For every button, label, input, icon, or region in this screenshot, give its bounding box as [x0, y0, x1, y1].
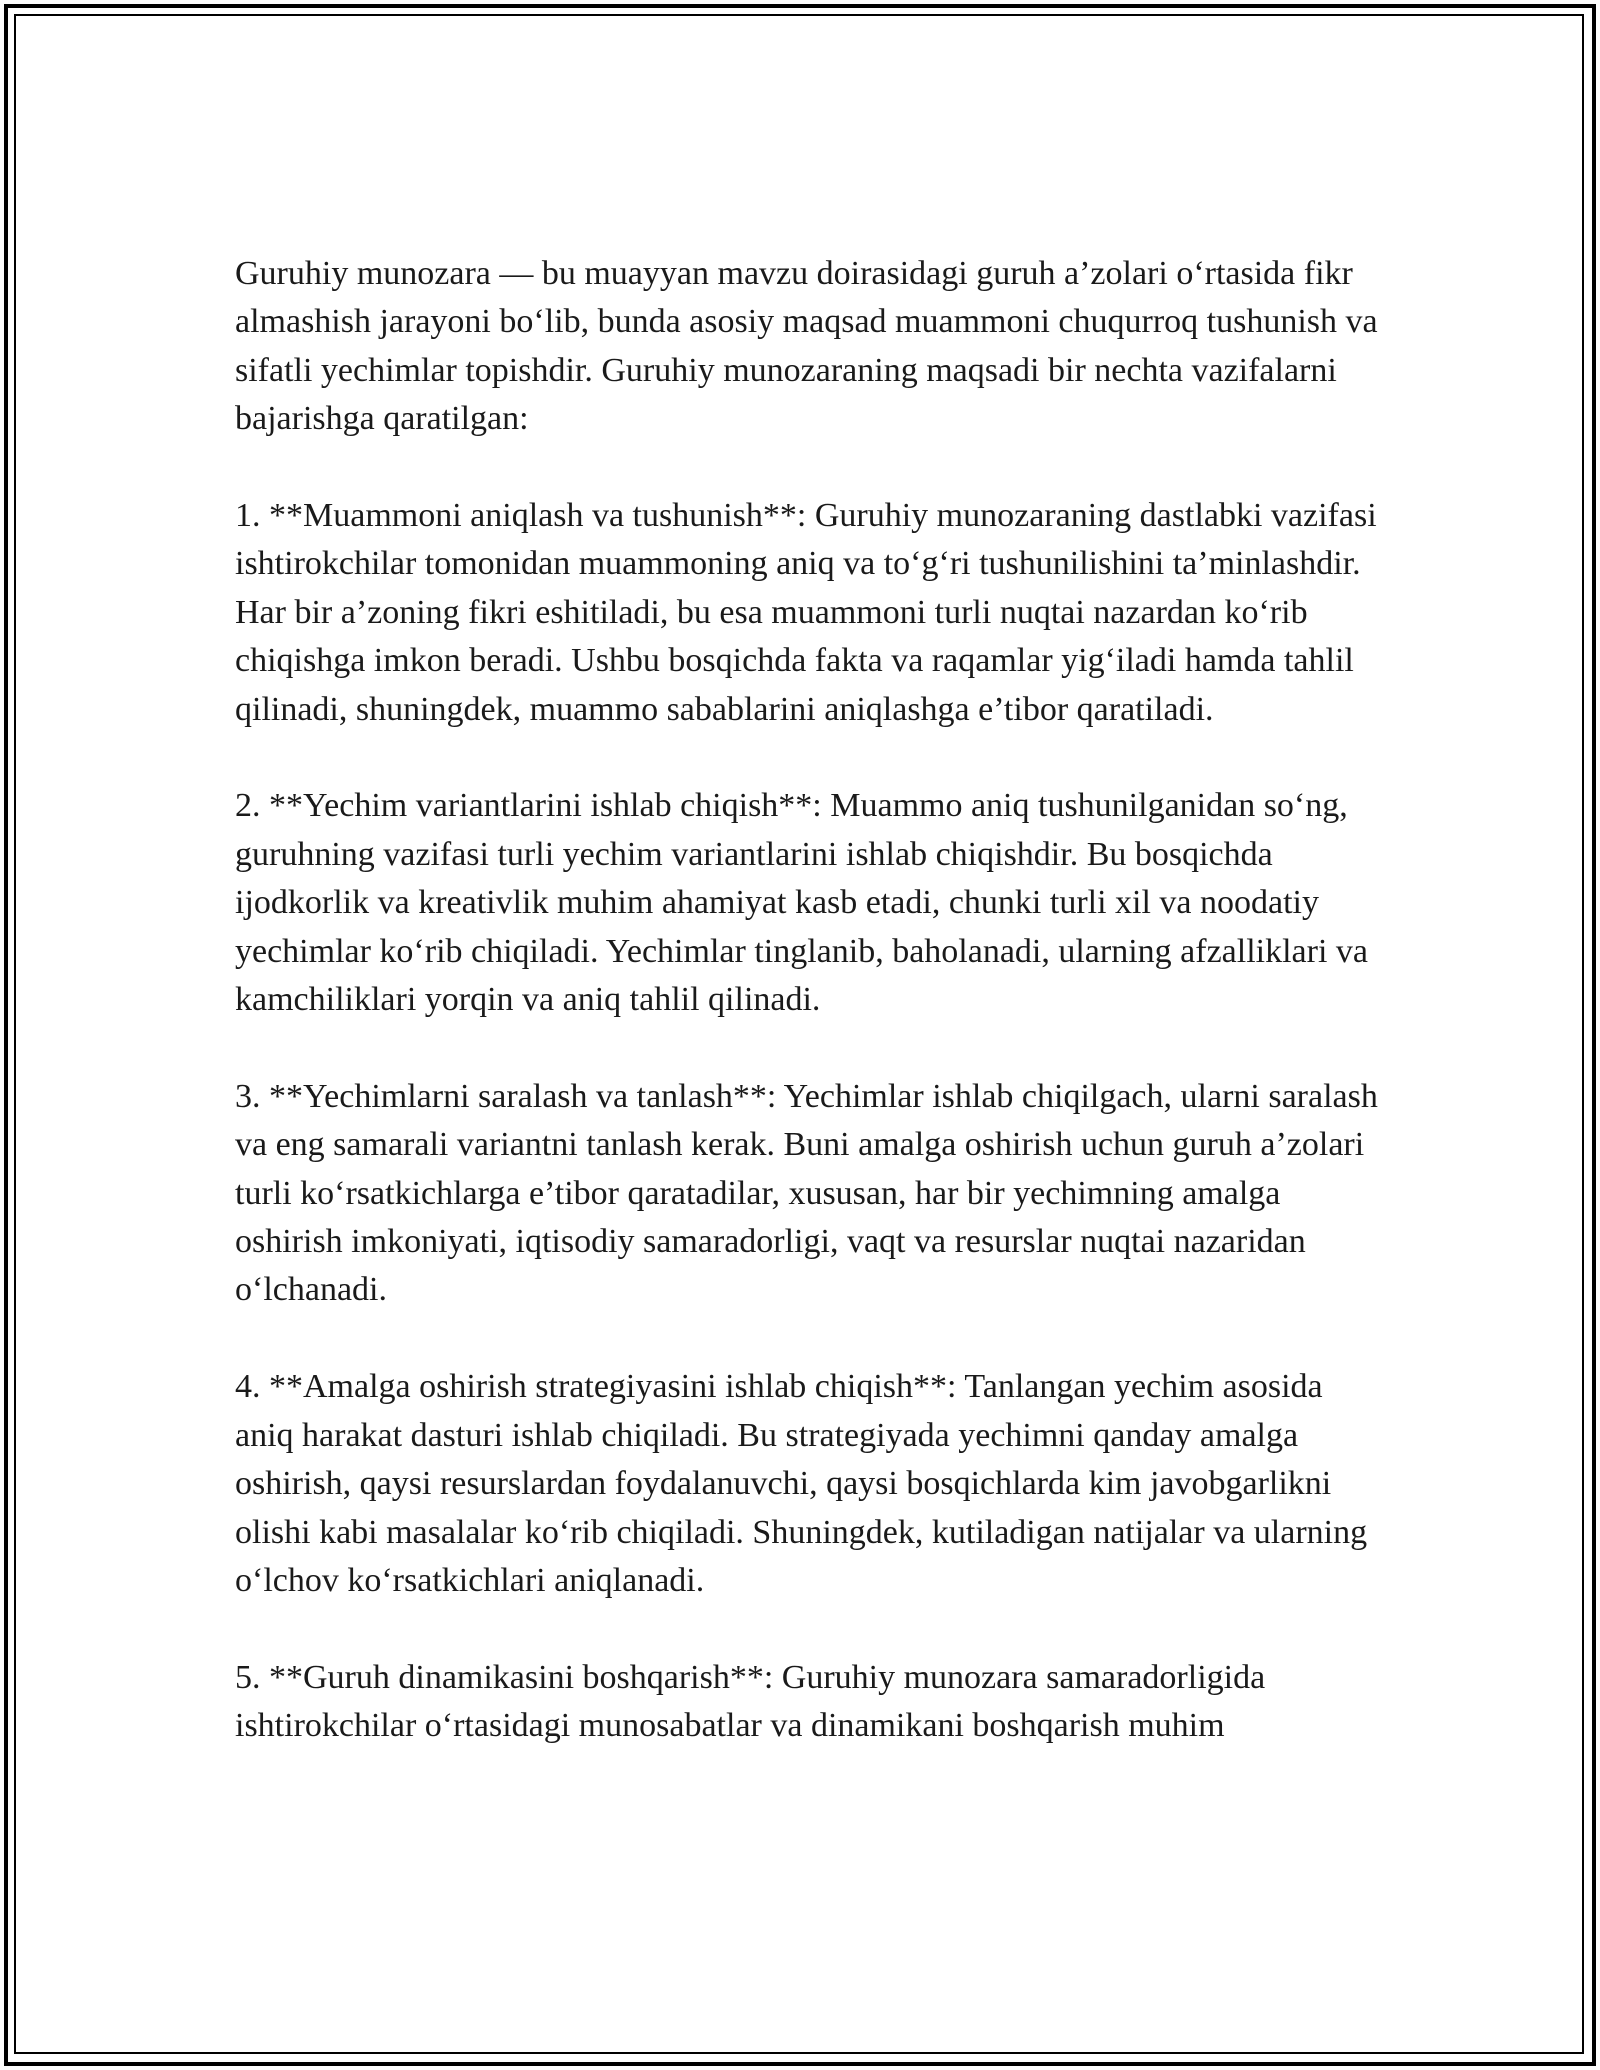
paragraph-item-1: 1. **Muammoni aniqlash va tushunish**: Guruhiy munozaraning dastlabki vazifasi ishtirokchilar tomonidan muammoning aniq va to‘g‘ri tushunilishini ta’minlashdir. Har bir a’zoning fikri eshitiladi, bu esa muammoni turli nuqtai nazardan ko‘rib chiqishga imkon beradi. Ushbu bosqichda fakta va raqamlar yig‘iladi hamda tahlil qilinadi, shuningdek, muammo sabablarini aniqlashga e’tibor qaratiladi. [235, 497, 1377, 728]
paragraph-item-4: 4. **Amalga oshirish strategiyasini ishlab chiqish**: Tanlangan yechim asosida aniq harakat dasturi ishlab chiqiladi. Bu strategiyada yechimni qanday amalga oshirish, qaysi resurslardan foydalanuvchi, qaysi bosqichlarda kim javobgarlikni olishi kabi masalalar ko‘rib chiqiladi. Shuningdek, kutiladigan natijalar va ularning o‘lchov ko‘rsatkichlari aniqlanadi. [235, 1368, 1368, 1599]
paragraph-item-5: 5. **Guruh dinamikasini boshqarish**: Guruhiy munozara samaradorligida ishtirokchilar o‘rtasidagi munosabatlar va dinamikani boshqarish muhim [235, 1658, 1266, 1745]
paragraph-item-2: 2. **Yechim variantlarini ishlab chiqish**: Muammo aniq tushunilganidan so‘ng, guruhning vazifasi turli yechim variantlarini ishlab chiqishdir. Bu bosqichda ijodkorlik va kreativlik muhim ahamiyat kasb etadi, chunki turli xil va noodatiy yechimlar ko‘rib chiqiladi. Yechimlar tinglanib, baholanadi, ularning afzalliklari va kamchiliklari yorqin va aniq tahlil qilinadi. [235, 787, 1368, 1019]
paragraph-item-3: 3. **Yechimlarni saralash va tanlash**: Yechimlar ishlab chiqilgach, ularni saralash va eng samarali variantni tanlash kerak. Buni amalga oshirish uchun guruh a’zolari turli ko‘rsatkichlarga e’tibor qaratadilar, xususan, har bir yechimning amalga oshirish imkoniyati, iqtisodiy samaradorligi, vaqt va resurslar nuqtai nazaridan o‘lchanadi. [235, 1077, 1378, 1309]
document-body [235, 250, 1385, 1751]
intro-paragraph: Guruhiy munozara — bu muayyan mavzu doirasidagi guruh a’zolari o‘rtasida fikr almashish jarayoni bo‘lib, bunda asosiy maqsad muammoni chuqurroq tushunish va sifatli yechimlar topishdir. Guruhiy munozaraning maqsadi bir nechta vazifalarni bajarishga qaratilgan: [235, 255, 1378, 438]
